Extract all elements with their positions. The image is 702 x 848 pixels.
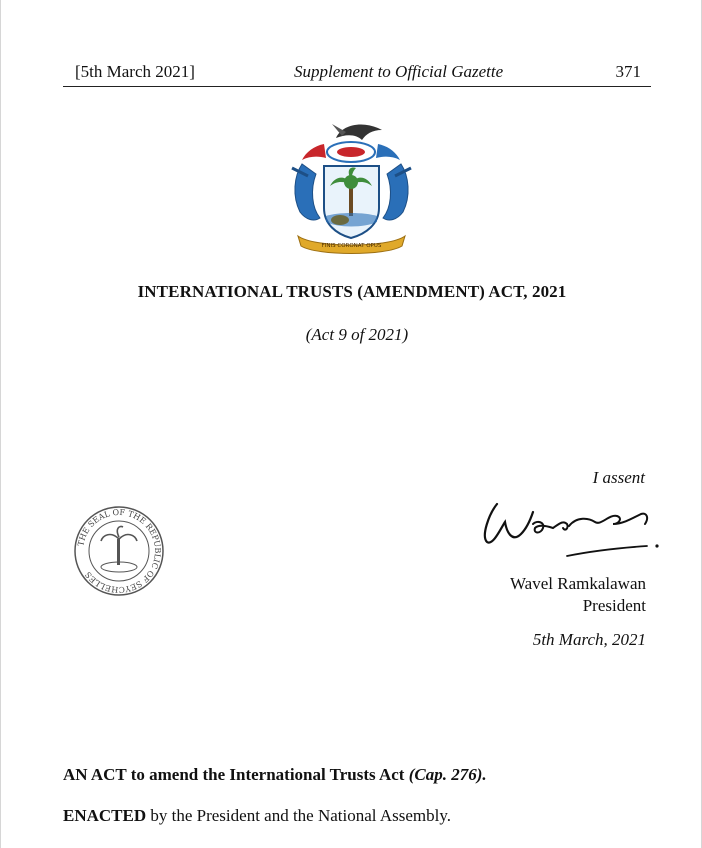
enacted-text: by the President and the National Assembly. (146, 806, 451, 825)
assent-date: 5th March, 2021 (532, 630, 646, 649)
signer-name: Wavel Ramkalawan (510, 574, 646, 593)
signature-icon (477, 494, 663, 564)
enacted-keyword: ENACTED (63, 806, 147, 825)
page-header (63, 60, 651, 87)
header-page-number: 371 (615, 62, 641, 81)
coat-of-arms-icon (284, 116, 419, 256)
assent-label: I assent (592, 468, 645, 487)
header-date: [5th March 2021] (75, 62, 195, 81)
act-title: INTERNATIONAL TRUSTS (AMENDMENT) ACT, 2021 (137, 282, 567, 301)
preamble-citation: (Cap. 276). (408, 765, 487, 784)
preamble-lead: AN ACT to amend the International Trusts Act (63, 765, 405, 784)
signer-title: President (582, 596, 646, 615)
act-preamble (63, 765, 487, 785)
header-publication: Supplement to Official Gazette (294, 62, 504, 81)
seal-text: THE SEAL OF THE REPUBLIC OF SEYCHELLES (76, 507, 163, 595)
motto-text: FINIS CORONAT OPUS (321, 243, 382, 249)
seal-icon (73, 505, 165, 597)
act-number: (Act 9 of 2021) (305, 325, 409, 344)
enacting-clause (63, 806, 451, 826)
